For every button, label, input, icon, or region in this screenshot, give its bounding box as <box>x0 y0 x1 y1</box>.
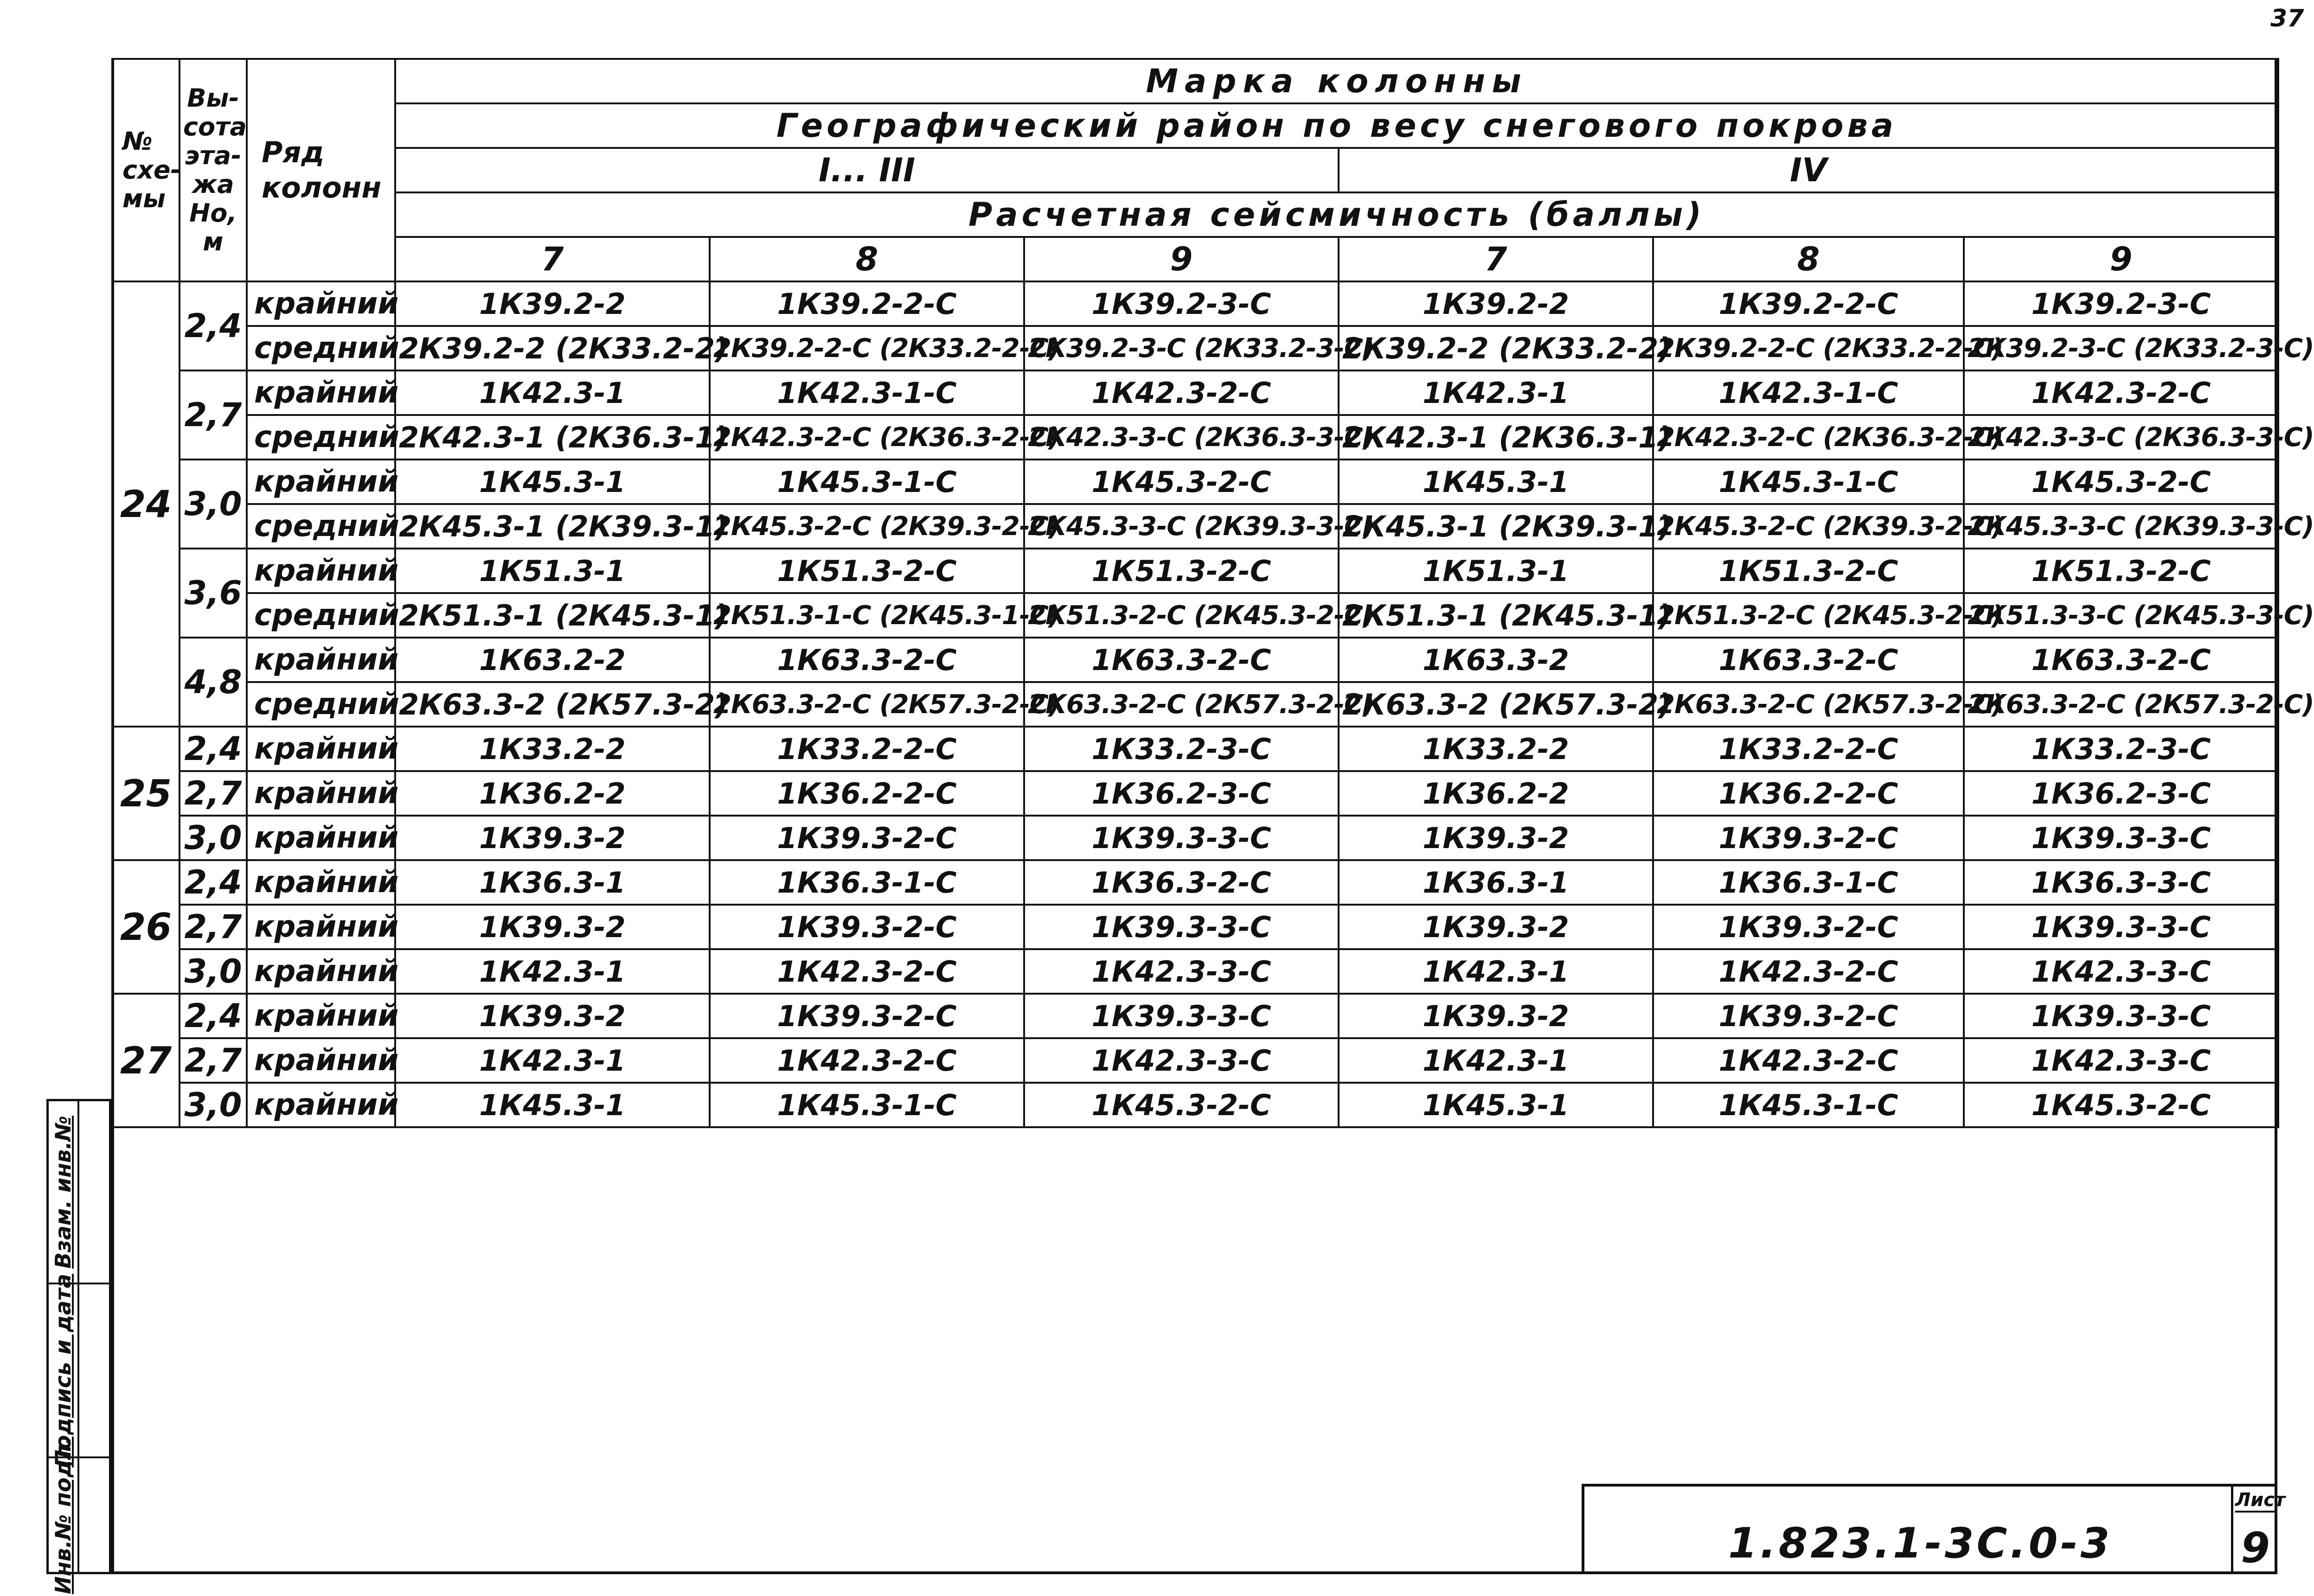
replaced-inv-label: Взам. инв.№ <box>51 1115 76 1269</box>
column-mark-cell: 1К36.3-1 <box>1339 860 1653 905</box>
sheet-box <box>2231 1487 2286 1574</box>
column-mark-cell: 1К36.2-2-С <box>710 771 1024 816</box>
inv-no-cell <box>49 1436 77 1594</box>
side-stamp <box>46 1099 111 1594</box>
header-height-line: эта- <box>185 141 242 170</box>
column-mark-cell: 1К51.3-2-С <box>1964 549 2278 593</box>
table-row <box>112 994 2278 1038</box>
header-no-line: № <box>122 127 153 156</box>
header-seismic-value: 8 <box>1653 237 1964 281</box>
table-row <box>112 771 2278 816</box>
column-mark-cell: 1К39.3-3-С <box>1964 994 2278 1038</box>
header-seismic-value: 7 <box>1339 237 1653 281</box>
column-mark-cell: 1К36.3-3-С <box>1964 860 2278 905</box>
column-mark-cell: 1К33.2-3-С <box>1024 727 1339 771</box>
column-mark-cell: 1К39.2-3-С <box>1024 281 1339 326</box>
column-mark-cell: 1К39.3-2 <box>395 905 710 949</box>
table-row <box>112 638 2278 682</box>
column-mark-cell: 2К45.3-2-С (2К39.3-2-С) <box>1653 504 1964 549</box>
column-mark-cell: 1К63.3-2-С <box>710 638 1024 682</box>
column-mark-cell: 1К39.3-3-С <box>1964 905 2278 949</box>
floor-height: 2,4 <box>179 281 247 370</box>
column-mark-cell: 2К39.2-3-С (2К33.2-3-С) <box>1964 326 2278 370</box>
column-mark-cell: 1К42.3-2-С <box>1964 370 2278 415</box>
column-row-kind: крайний <box>247 281 395 326</box>
column-mark-cell: 1К39.3-2-С <box>1653 994 1964 1038</box>
column-mark-cell: 1К33.2-2-С <box>710 727 1024 771</box>
column-mark-cell: 2К51.3-2-С (2К45.3-2-С) <box>1653 593 1964 638</box>
column-mark-cell: 1К39.3-2 <box>1339 816 1653 860</box>
column-mark-cell: 1К45.3-1-С <box>1653 1083 1964 1127</box>
floor-height: 3,0 <box>179 1083 247 1127</box>
column-mark-cell: 1К63.3-2 <box>1339 638 1653 682</box>
header-seismic-value: 9 <box>1024 237 1339 281</box>
column-mark-cell: 1К42.3-1 <box>395 1038 710 1083</box>
column-mark-cell: 2К42.3-3-С (2К36.3-3-С) <box>1024 415 1339 460</box>
column-mark-cell: 1К39.2-3-С <box>1964 281 2278 326</box>
column-mark-cell: 1К39.2-2-С <box>1653 281 1964 326</box>
column-mark-cell: 2К51.3-1-С (2К45.3-1-С) <box>710 593 1024 638</box>
header-region-group-2: IV <box>1339 148 2278 192</box>
column-mark-cell: 1К45.3-1 <box>395 1083 710 1127</box>
column-mark-cell: 1К39.3-3-С <box>1024 994 1339 1038</box>
column-row-kind: средний <box>247 415 395 460</box>
floor-height: 2,7 <box>179 905 247 949</box>
header-seismic-value: 8 <box>710 237 1024 281</box>
column-mark-cell: 1К42.3-1-С <box>710 370 1024 415</box>
column-mark-cell: 1К42.3-3-С <box>1964 949 2278 994</box>
column-mark-cell: 2К42.3-2-С (2К36.3-2-С) <box>1653 415 1964 460</box>
column-mark-cell: 1К42.3-1-С <box>1653 370 1964 415</box>
column-row-kind: крайний <box>247 771 395 816</box>
header-height-line: жа <box>192 170 234 199</box>
column-mark-cell: 1К45.3-2-С <box>1024 460 1339 504</box>
column-mark-cell: 1К39.3-2-С <box>710 816 1024 860</box>
scheme-number: 27 <box>112 994 179 1127</box>
column-mark-cell: 1К42.3-2-С <box>1024 370 1339 415</box>
column-row-kind: средний <box>247 326 395 370</box>
sheet-number: 9 <box>2241 1524 2270 1572</box>
column-row-kind: крайний <box>247 727 395 771</box>
column-mark-cell: 1К36.2-3-С <box>1964 771 2278 816</box>
column-mark-cell: 1К42.3-1 <box>1339 1038 1653 1083</box>
column-mark-cell: 1К63.3-2-С <box>1653 638 1964 682</box>
column-mark-cell: 1К63.3-2-С <box>1024 638 1339 682</box>
column-mark-cell: 1К42.3-3-С <box>1024 949 1339 994</box>
column-mark-cell: 1К51.3-2-С <box>710 549 1024 593</box>
column-mark-cell: 2К45.3-3-С (2К39.3-3-С) <box>1024 504 1339 549</box>
column-mark-cell: 1К39.3-2 <box>395 816 710 860</box>
column-mark-cell: 2К51.3-2-С (2К45.3-2-С) <box>1024 593 1339 638</box>
floor-height: 3,6 <box>179 549 247 638</box>
floor-height: 3,0 <box>179 816 247 860</box>
column-mark-cell: 1К42.3-2-С <box>1653 949 1964 994</box>
side-stamp-labels <box>49 1101 79 1594</box>
title-block <box>1582 1484 2286 1574</box>
column-mark-cell: 1К45.3-1-С <box>710 460 1024 504</box>
column-row-kind: крайний <box>247 638 395 682</box>
signature-date-value <box>79 1284 109 1458</box>
column-mark-cell: 1К39.3-3-С <box>1964 816 2278 860</box>
column-mark-cell: 2К63.3-2 (2К57.3-2) <box>1339 682 1653 727</box>
column-row-kind: средний <box>247 504 395 549</box>
header-region-group-1: I... III <box>395 148 1339 192</box>
column-mark-cell: 1К39.2-2-С <box>710 281 1024 326</box>
floor-height: 4,8 <box>179 638 247 727</box>
column-mark-cell: 2К63.3-2 (2К57.3-2) <box>395 682 710 727</box>
scheme-number: 26 <box>112 860 179 994</box>
table-row <box>112 593 2278 638</box>
scheme-number: 25 <box>112 727 179 860</box>
column-mark-cell: 1К39.3-2-С <box>710 994 1024 1038</box>
floor-height: 3,0 <box>179 460 247 549</box>
column-mark-cell: 1К39.2-2 <box>395 281 710 326</box>
column-mark-cell: 1К45.3-2-С <box>1964 1083 2278 1127</box>
table-row <box>112 370 2278 415</box>
column-mark-cell: 1К39.3-3-С <box>1024 816 1339 860</box>
table-row <box>112 905 2278 949</box>
column-mark-cell: 2К39.2-2 (2К33.2-2) <box>1339 326 1653 370</box>
column-mark-cell: 2К45.3-3-С (2К39.3-3-С) <box>1964 504 2278 549</box>
column-mark-cell: 2К39.2-2 (2К33.2-2) <box>395 326 710 370</box>
column-row-kind: крайний <box>247 994 395 1038</box>
table-header <box>112 59 2278 281</box>
signature-date-cell <box>49 1273 77 1468</box>
table-row <box>112 949 2278 994</box>
column-mark-cell: 1К45.3-1-С <box>1653 460 1964 504</box>
column-mark-cell: 2К39.2-3-С (2К33.2-3-С) <box>1024 326 1339 370</box>
column-row-kind: крайний <box>247 949 395 994</box>
column-mark-cell: 1К36.2-2 <box>395 771 710 816</box>
column-mark-cell: 1К33.2-3-С <box>1964 727 2278 771</box>
column-mark-cell: 2К39.2-2-С (2К33.2-2-С) <box>710 326 1024 370</box>
side-stamp-values <box>79 1101 109 1572</box>
column-row-kind: крайний <box>247 1083 395 1127</box>
replaced-inv-value <box>79 1101 109 1284</box>
column-mark-cell: 1К42.3-1 <box>395 949 710 994</box>
column-mark-cell: 2К39.2-2-С (2К33.2-2-С) <box>1653 326 1964 370</box>
column-mark-cell: 1К42.3-3-С <box>1024 1038 1339 1083</box>
column-mark-cell: 1К42.3-3-С <box>1964 1038 2278 1083</box>
column-mark-cell: 1К51.3-1 <box>395 549 710 593</box>
header-column-row: Ряд колонн <box>247 59 395 281</box>
floor-height: 2,4 <box>179 994 247 1038</box>
column-mark-cell: 1К36.2-2 <box>1339 771 1653 816</box>
column-mark-cell: 1К42.3-1 <box>1339 370 1653 415</box>
floor-height: 2,4 <box>179 727 247 771</box>
column-row-kind: крайний <box>247 905 395 949</box>
column-mark-cell: 2К42.3-3-С (2К36.3-3-С) <box>1964 415 2278 460</box>
header-column-mark: Марка колонны <box>395 59 2278 103</box>
floor-height: 2,7 <box>179 370 247 460</box>
column-mark-cell: 1К33.2-2-С <box>1653 727 1964 771</box>
column-mark-cell: 1К33.2-2 <box>1339 727 1653 771</box>
floor-height: 2,4 <box>179 860 247 905</box>
column-mark-cell: 1К39.3-2-С <box>1653 905 1964 949</box>
column-row-kind: крайний <box>247 370 395 415</box>
table-row <box>112 326 2278 370</box>
column-row-kind: крайний <box>247 860 395 905</box>
column-mark-cell: 1К39.3-2-С <box>710 905 1024 949</box>
floor-height: 2,7 <box>179 1038 247 1083</box>
column-mark-cell: 1К39.2-2 <box>1339 281 1653 326</box>
column-mark-cell: 1К36.3-2-С <box>1024 860 1339 905</box>
column-row-kind: крайний <box>247 1038 395 1083</box>
header-scheme-no <box>112 59 179 281</box>
column-mark-cell: 1К45.3-1-С <box>710 1083 1024 1127</box>
column-mark-cell: 2К45.3-1 (2К39.3-1) <box>1339 504 1653 549</box>
column-mark-cell: 1К36.3-1-С <box>1653 860 1964 905</box>
column-row-kind: крайний <box>247 816 395 860</box>
table-row <box>112 460 2278 504</box>
header-snow-region: Географический район по весу снегового покрова <box>395 103 2278 148</box>
column-mark-cell: 1К45.3-1 <box>1339 1083 1653 1127</box>
table-body <box>112 281 2314 1127</box>
table-row <box>112 415 2278 460</box>
floor-height: 3,0 <box>179 949 247 994</box>
table-row <box>112 549 2278 593</box>
column-mark-cell: 1К39.3-2 <box>395 994 710 1038</box>
header-no-line: мы <box>122 184 166 213</box>
column-mark-cell: 1К51.3-1 <box>1339 549 1653 593</box>
column-mark-cell: 2К42.3-1 (2К36.3-1) <box>1339 415 1653 460</box>
column-mark-cell: 2К45.3-2-С (2К39.3-2-С) <box>710 504 1024 549</box>
column-mark-cell: 1К63.3-2-С <box>1964 638 2278 682</box>
column-mark-cell: 1К45.3-2-С <box>1024 1083 1339 1127</box>
header-seismicity: Расчетная сейсмичность (баллы) <box>395 192 2278 237</box>
column-mark-cell: 1К36.2-3-С <box>1024 771 1339 816</box>
column-mark-cell: 1К45.3-2-С <box>1964 460 2278 504</box>
column-mark-cell: 1К45.3-1 <box>1339 460 1653 504</box>
column-mark-cell: 2К42.3-1 (2К36.3-1) <box>395 415 710 460</box>
column-mark-cell: 2К51.3-1 (2К45.3-1) <box>1339 593 1653 638</box>
column-mark-cell: 1К39.3-3-С <box>1024 905 1339 949</box>
replaced-inv-cell <box>49 1101 77 1284</box>
column-mark-cell: 2К51.3-1 (2К45.3-1) <box>395 593 710 638</box>
table-row <box>112 281 2278 326</box>
column-mark-cell: 2К42.3-2-С (2К36.3-2-С) <box>710 415 1024 460</box>
column-mark-cell: 1К42.3-1 <box>1339 949 1653 994</box>
column-row-kind: средний <box>247 593 395 638</box>
column-mark-cell: 1К39.3-2 <box>1339 905 1653 949</box>
table-row <box>112 816 2278 860</box>
table-row <box>112 860 2278 905</box>
column-mark-cell: 1К39.3-2-С <box>1653 816 1964 860</box>
header-height-line: сота <box>183 112 247 141</box>
table-row <box>112 682 2278 727</box>
column-mark-cell: 2К63.3-2-С (2К57.3-2-С) <box>710 682 1024 727</box>
column-mark-cell: 1К63.2-2 <box>395 638 710 682</box>
column-mark-cell: 2К45.3-1 (2К39.3-1) <box>395 504 710 549</box>
floor-height: 2,7 <box>179 771 247 816</box>
header-height-line: м <box>203 227 224 256</box>
column-mark-cell: 1К42.3-1 <box>395 370 710 415</box>
column-mark-cell: 2К51.3-3-С (2К45.3-3-С) <box>1964 593 2278 638</box>
column-mark-cell: 1К51.3-2-С <box>1024 549 1339 593</box>
header-floor-height <box>179 59 247 281</box>
column-mark-cell: 2К63.3-2-С (2К57.3-2-С) <box>1653 682 1964 727</box>
column-mark-cell: 1К36.3-1-С <box>710 860 1024 905</box>
header-seismic-value: 9 <box>1964 237 2278 281</box>
inv-no-label: Инв.№ подл. <box>51 1436 76 1594</box>
header-height-line: Вы- <box>187 83 239 113</box>
signature-date-label: Подпись и дата <box>51 1273 76 1468</box>
column-mark-cell: 1К45.3-1 <box>395 460 710 504</box>
column-mark-cell: 1К36.2-2-С <box>1653 771 1964 816</box>
column-mark-cell: 1К42.3-2-С <box>1653 1038 1964 1083</box>
document-code: 1.823.1-3С.0-3 <box>1728 1519 2113 1568</box>
column-mark-cell: 1К51.3-2-С <box>1653 549 1964 593</box>
column-mark-cell: 1К36.3-1 <box>395 860 710 905</box>
column-mark-cell: 1К42.3-2-С <box>710 949 1024 994</box>
table-row <box>112 1038 2278 1083</box>
page-number: 37 <box>2270 5 2304 32</box>
column-row-kind: крайний <box>247 549 395 593</box>
column-mark-cell: 1К42.3-2-С <box>710 1038 1024 1083</box>
table-row <box>112 504 2278 549</box>
column-row-kind: крайний <box>247 460 395 504</box>
column-mark-cell: 1К39.3-2 <box>1339 994 1653 1038</box>
column-marks-table <box>111 58 2314 1128</box>
column-mark-cell: 1К33.2-2 <box>395 727 710 771</box>
column-mark-cell: 2К63.3-2-С (2К57.3-2-С) <box>1964 682 2278 727</box>
table-row <box>112 727 2278 771</box>
column-row-kind: средний <box>247 682 395 727</box>
header-no-line: схе- <box>122 155 181 185</box>
column-mark-cell: 2К63.3-2-С (2К57.3-2-С) <box>1024 682 1339 727</box>
sheet-label: Лист <box>2235 1489 2276 1513</box>
table-row <box>112 1083 2278 1127</box>
header-seismic-value: 7 <box>395 237 710 281</box>
scheme-number: 24 <box>112 281 179 727</box>
header-height-line: Но, <box>189 198 237 228</box>
